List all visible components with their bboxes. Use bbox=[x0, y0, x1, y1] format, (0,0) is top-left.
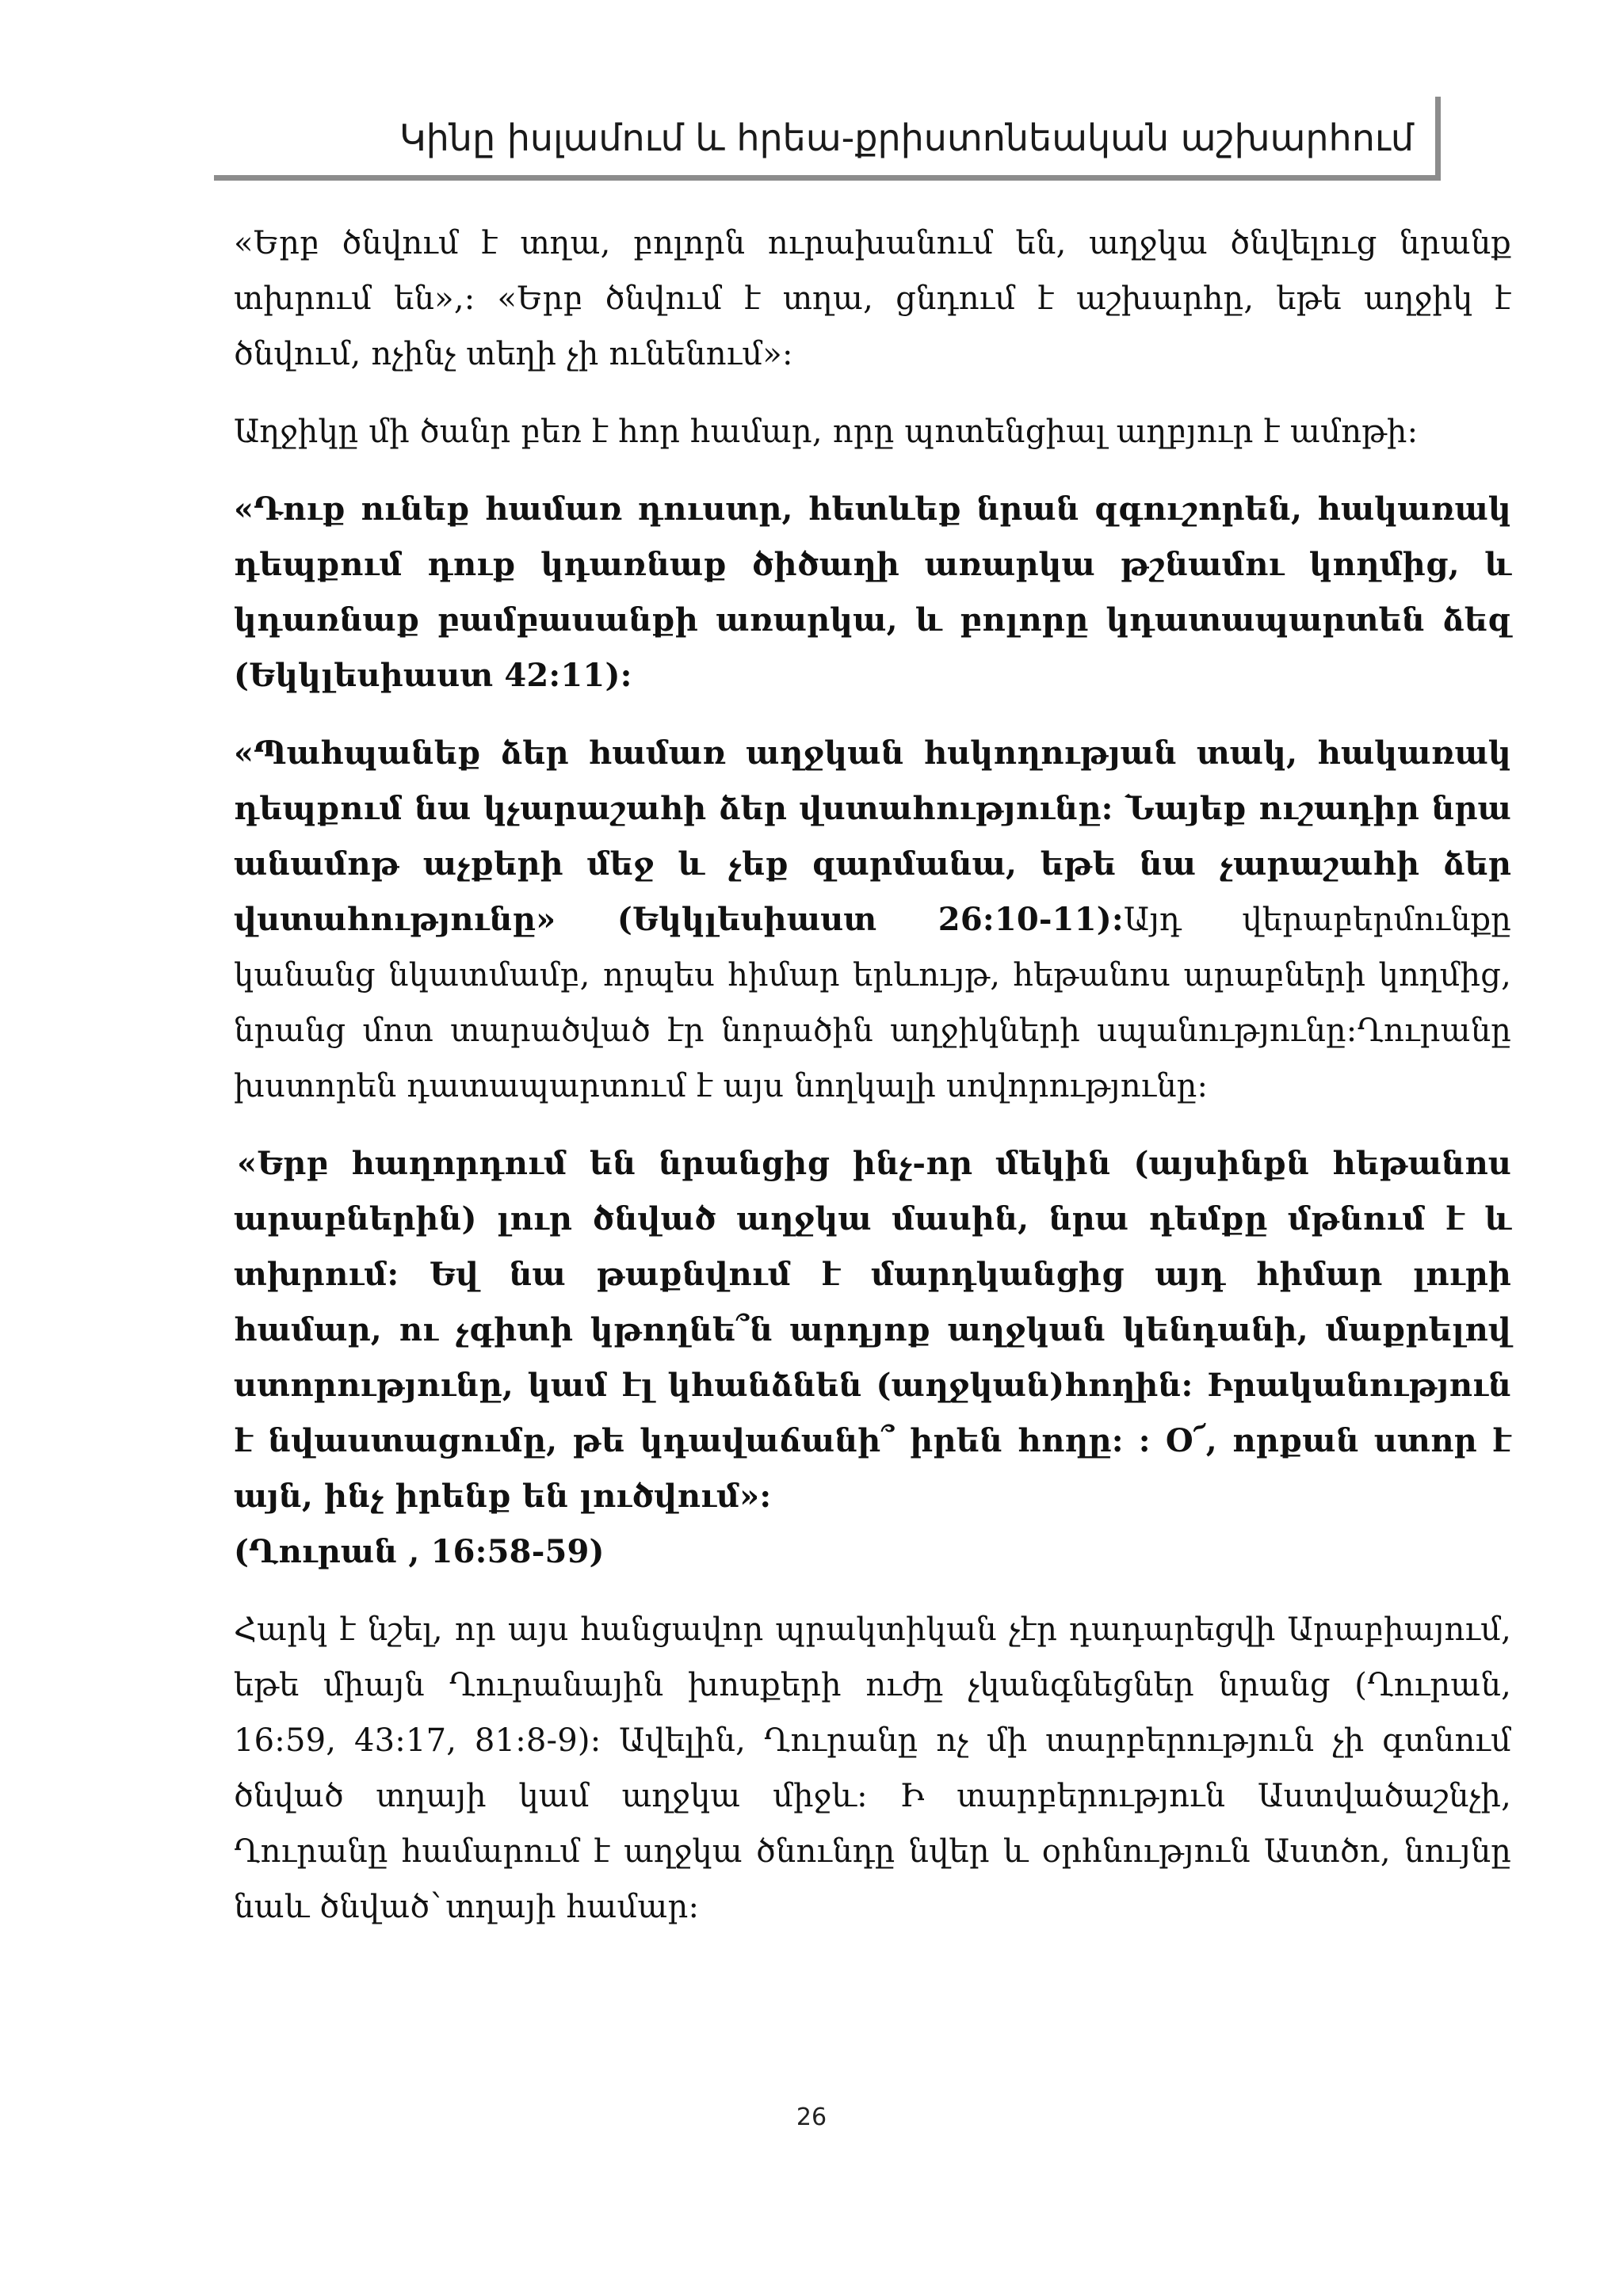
paragraph-2: Աղջիկը մի ծանր բեռ է հոր համար, որը պոտենցիալ աղբյուր է ամոթի: bbox=[234, 414, 1419, 450]
quote-text-5: «Երբ հաղորդում են նրանցից ինչ-որ մեկին (այսինքն հեթանոս արաբներին) լուր ծնված աղջկա մասին, նրա դեմքը մթնում է և տխրում: Եվ նա թաքնվում է մարդկանցից այդ հիմար լուրի համար, ու չգիտի կթողնե՞ն արդյոք աղջկան կենդանի, մաքրելով ստորությունը, կամ էլ կհանձնեն (աղջկան)հողին: Իրականություն է նվաստացումը, թե կդավաճանի՞ իրեն հողը: : Օ՜, որքան ստոր է այն, ինչ իրենք են լուծվում»: bbox=[234, 1145, 1511, 1515]
quote-text-4: «Պահպանեք ձեր համառ աղջկան հսկողության տակ, հակառակ դեպքում նա կչարաշահի ձեր վստահությունը: Նայեք ուշադիր նրա անամոթ աչքերի մեջ և չեք զարմանա, եթե նա չարաշահի ձեր վստահությունը» bbox=[234, 734, 1511, 938]
quote-reference-5: (Ղուրան , 16:58-59) bbox=[234, 1533, 605, 1570]
quote-reference-4: (Եկկլեսիաստ 26:10-11): bbox=[617, 901, 1124, 938]
quote-paragraph-3: «Դուք ունեք համառ դուստր, հետևեք նրան զգուշորեն, հակառակ դեպքում դուք կդառնաք ծիծաղի առարկա թշնամու կողմից, և կդառնաք բամբասանքի առարկա, և բոլորը կդատապարտեն ձեզ (Եկկլեսիաստ 42:11): bbox=[234, 490, 1511, 694]
body-text bbox=[234, 215, 1511, 1957]
paragraph-4 bbox=[234, 726, 1511, 1114]
header-side-rule bbox=[1435, 97, 1441, 181]
header-bottom-rule bbox=[214, 175, 1441, 181]
running-header bbox=[214, 93, 1441, 181]
paragraph-1: «Երբ ծնվում է տղա, բոլորն ուրախանում են, աղջկա ծնվելուց նրանք տխրում են»,: «Երբ ծնվում է տղա, ցնդում է աշխարհը, եթե աղջիկ է ծնվում, ոչինչ տեղի չի ունենում»: bbox=[234, 225, 1511, 372]
quote-paragraph-5 bbox=[234, 1136, 1511, 1580]
header-title: Կինը իսլամում և հրեա-քրիստոնեական աշխարհում bbox=[399, 116, 1414, 159]
page-number: 26 bbox=[796, 2103, 827, 2131]
paragraph-6: Հարկ է նշել, որ այս հանցավոր պրակտիկան չէր դադարեցվի Արաբիայում, եթե միայն Ղուրանային խոսքերի ուժը չկանգնեցներ նրանց (Ղուրան, 16:59, 43:17, 81:8-9): Ավելին, Ղուրանը ոչ մի տարբերություն չի գտնում ծնված տղայի կամ աղջկա միջև: Ի տարբերություն Աստվածաշնչի, Ղուրանը համարում է աղջկա ծնունդը նվեր և օրհնություն Աստծո, նույնը նաև ծնված`տղայի համար: bbox=[234, 1611, 1511, 1925]
paragraph-4-continuation: Այդ վերաբերմունքը կանանց նկատմամբ, որպես հիմար երևույթ, հեթանոս արաբների կողմից, նրանց մոտ տարածված էր նորածին աղջիկների սպանությունը:Ղուրանը խստորեն դատապարտում է այս նողկալի սովորությունը: bbox=[234, 902, 1511, 1104]
